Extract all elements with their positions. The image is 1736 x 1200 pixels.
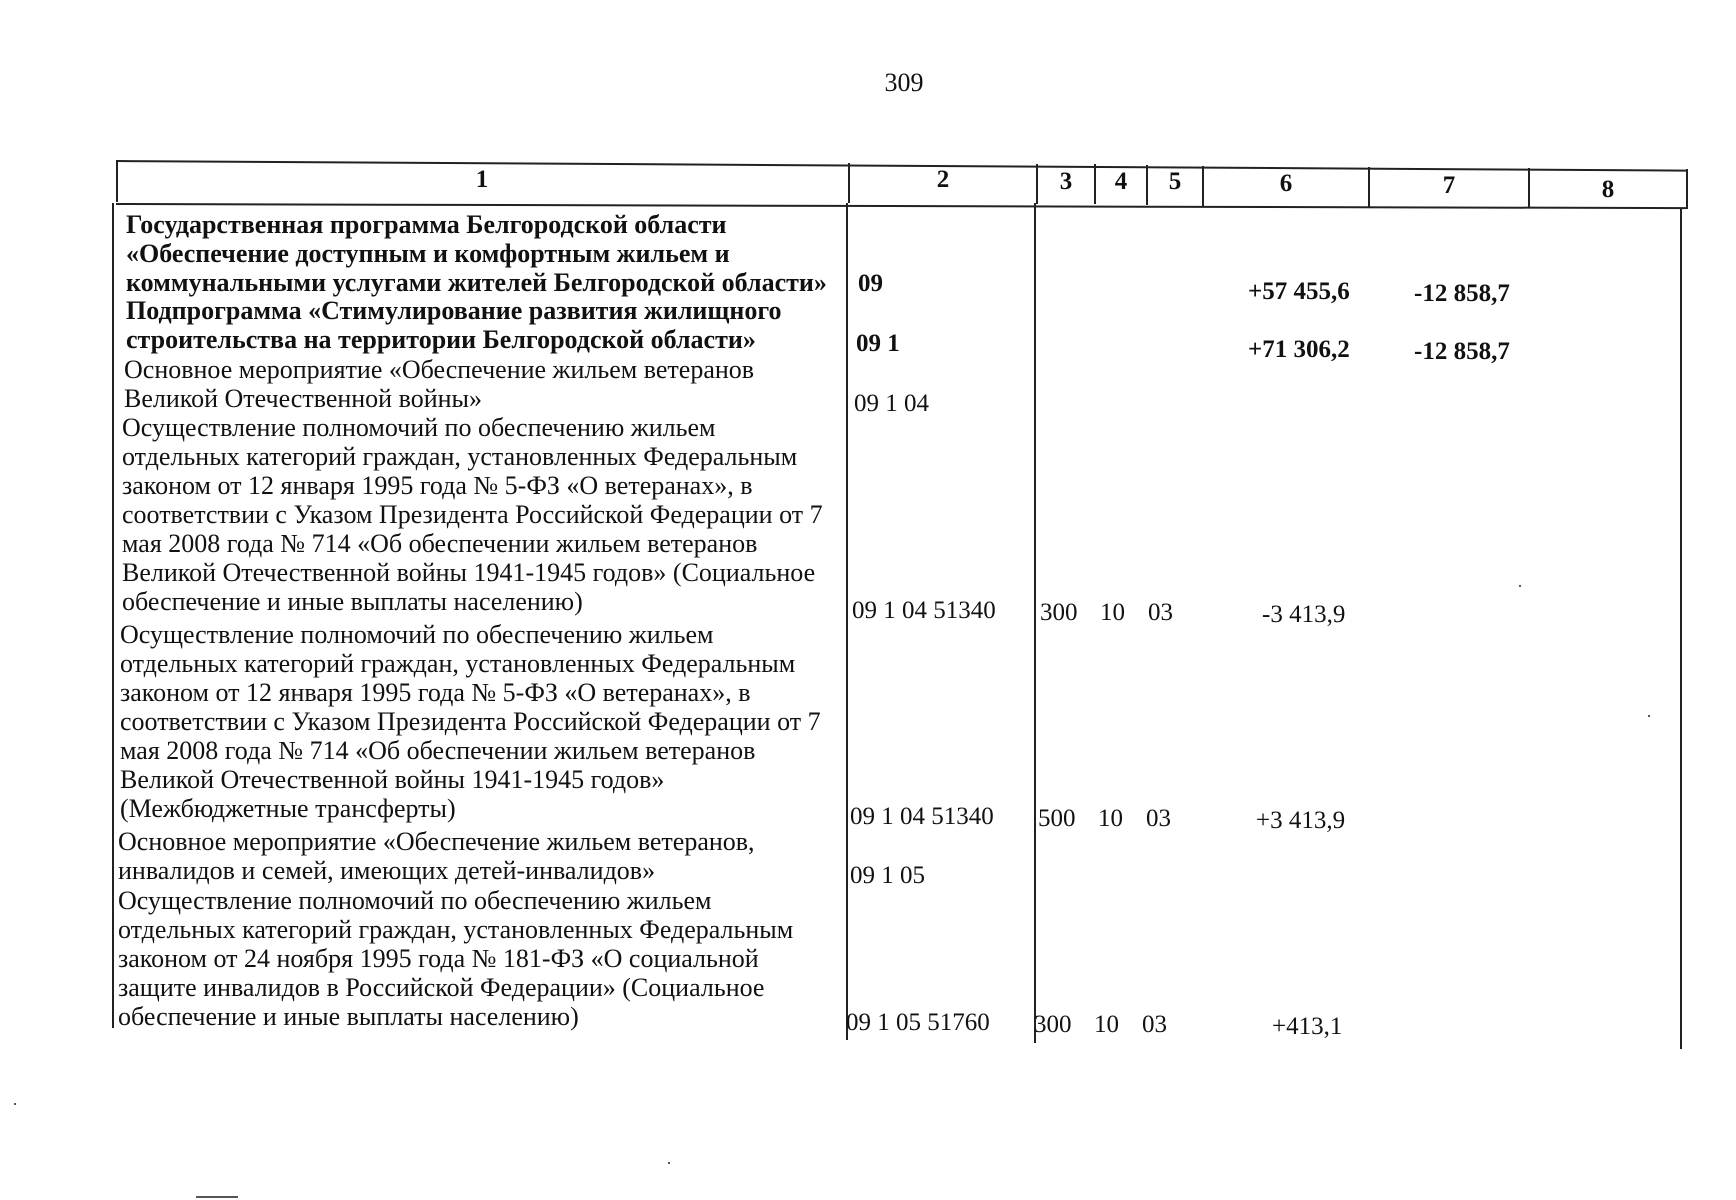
description-line: соответствии с Указом Президента Российской Федерации от 7 — [122, 500, 823, 529]
description-line: отдельных категорий граждан, установленных Федеральным — [122, 442, 798, 471]
column-divider — [846, 203, 848, 1040]
amount-col7: -12 858,7 — [1414, 280, 1510, 307]
page-number: 309 — [884, 68, 924, 97]
description-line: Великой Отечественной войны 1941-1945 годов» — [120, 765, 665, 794]
scan-artifact-dash — [196, 1196, 238, 1198]
scan-artifact-dot — [1648, 715, 1650, 717]
target-article-code: 09 1 04 51340 — [850, 803, 994, 830]
description-line: обеспечение и иные выплаты населению) — [122, 587, 583, 616]
section-code: 10 — [1098, 805, 1123, 832]
description-line: отдельных категорий граждан, установленных Федеральным — [118, 915, 794, 944]
description-line: законом от 12 января 1995 года № 5-ФЗ «О ветеранах», в — [122, 471, 753, 500]
description-line: строительства на территории Белгородской области» — [126, 325, 756, 354]
description-line: Осуществление полномочий по обеспечению жильем — [118, 886, 712, 915]
description-line: «Обеспечение доступным и комфортным жильем и — [126, 239, 730, 268]
description-line: обеспечение и иные выплаты населению) — [118, 1002, 579, 1031]
description-line: мая 2008 года № 714 «Об обеспечении жильем ветеранов — [122, 529, 758, 558]
table-header-divider — [116, 203, 1686, 209]
table-right-border — [1686, 169, 1688, 209]
header-cell-7: 7 — [1442, 172, 1456, 199]
table-right-border-body — [1680, 209, 1682, 1049]
scan-artifact-dot — [668, 1162, 670, 1164]
amount-col7: -12 858,7 — [1414, 338, 1510, 365]
amount-col6: +57 455,6 — [1248, 278, 1350, 305]
expense-type-code: 300 — [1040, 599, 1078, 626]
description-line: Основное мероприятие «Обеспечение жильем ветеранов, — [118, 827, 755, 856]
header-cell-5: 5 — [1168, 168, 1182, 195]
subsection-code: 03 — [1142, 1011, 1167, 1038]
header-cell-3: 3 — [1059, 168, 1073, 195]
scan-artifact-dot — [1519, 585, 1521, 587]
description-line: защите инвалидов в Российской Федерации» (Социальное — [118, 973, 765, 1002]
target-article-code: 09 1 05 51760 — [846, 1009, 990, 1036]
expense-type-code: 500 — [1038, 805, 1076, 832]
header-cell-4: 4 — [1114, 168, 1128, 195]
description-line: Великой Отечественной войны 1941-1945 годов» (Социальное — [122, 558, 816, 587]
target-article-code: 09 — [858, 270, 883, 297]
description-line: мая 2008 года № 714 «Об обеспечении жильем ветеранов — [120, 736, 756, 765]
scan-artifact-dot — [14, 1103, 16, 1105]
description-line: законом от 24 ноября 1995 года № 181-ФЗ «О социальной — [118, 944, 759, 973]
description-line: Основное мероприятие «Обеспечение жильем ветеранов — [124, 355, 755, 384]
target-article-code: 09 1 04 51340 — [852, 597, 996, 624]
description-line: соответствии с Указом Президента Российской Федерации от 7 — [120, 707, 821, 736]
header-cell-6: 6 — [1279, 170, 1293, 197]
section-code: 10 — [1100, 599, 1125, 626]
header-cell-8: 8 — [1601, 176, 1615, 203]
subsection-code: 03 — [1148, 599, 1173, 626]
target-article-code: 09 1 05 — [850, 862, 925, 889]
table-left-border-body — [112, 203, 114, 1028]
amount-col6: +71 306,2 — [1248, 336, 1350, 363]
section-code: 10 — [1094, 1011, 1119, 1038]
amount-col6: +413,1 — [1272, 1013, 1343, 1040]
description-line: Осуществление полномочий по обеспечению жильем — [120, 620, 714, 649]
header-cell-1: 1 — [475, 166, 489, 193]
subsection-code: 03 — [1146, 805, 1171, 832]
expense-type-code: 300 — [1034, 1011, 1072, 1038]
description-line: (Межбюджетные трансферты) — [120, 794, 456, 823]
description-line: Осуществление полномочий по обеспечению жильем — [122, 413, 716, 442]
description-line: Великой Отечественной войны» — [124, 384, 482, 413]
description-line: Государственная программа Белгородской области — [126, 210, 727, 239]
header-cell-2: 2 — [936, 166, 950, 193]
description-line: инвалидов и семей, имеющих детей-инвалидов» — [118, 856, 656, 885]
description-line: отдельных категорий граждан, установленных Федеральным — [120, 649, 796, 678]
description-line: законом от 12 января 1995 года № 5-ФЗ «О ветеранах», в — [120, 678, 751, 707]
target-article-code: 09 1 — [856, 330, 900, 357]
description-line: коммунальными услугами жителей Белгородской области» — [126, 268, 827, 297]
target-article-code: 09 1 04 — [854, 390, 929, 417]
amount-col6: -3 413,9 — [1262, 601, 1346, 628]
column-divider — [1034, 203, 1036, 1043]
amount-col6: +3 413,9 — [1256, 807, 1346, 834]
description-line: Подпрограмма «Стимулирование развития жилищного — [126, 296, 782, 325]
